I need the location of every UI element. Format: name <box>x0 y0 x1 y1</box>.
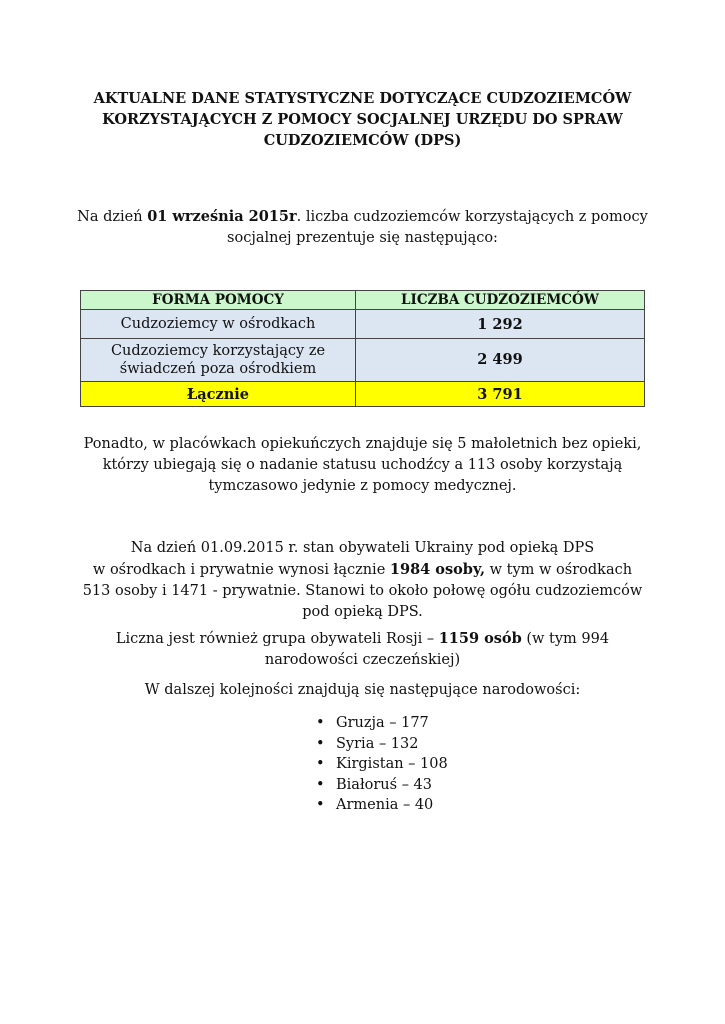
table-total-row <box>81 382 645 407</box>
bullet-icon: • <box>316 756 325 772</box>
table-row <box>81 339 645 382</box>
bullet-icon: • <box>316 715 325 731</box>
total-label: Łącznie <box>81 382 356 407</box>
intro-paragraph <box>60 206 665 249</box>
list-item <box>312 775 448 796</box>
title-line-3: CUDZOZIEMCÓW (DPS) <box>263 132 462 149</box>
paragraph-minors <box>60 434 665 497</box>
nationality-label: Armenia – 40 <box>336 797 434 813</box>
paragraph3-suffix: (w tym 994 <box>521 631 610 647</box>
paragraph2-line-2-suffix: w tym w ośrodkach <box>485 562 633 578</box>
paragraph3-prefix: Liczna jest również grupa obywateli Rosji – <box>115 631 439 647</box>
paragraph3-count: 1159 osób <box>438 630 522 647</box>
intro-suffix: . liczba cudzoziemców korzystających z pomocy <box>296 209 648 225</box>
paragraph-further: W dalszej kolejności znajdują się następujące narodowości: <box>144 682 581 698</box>
paragraph-russia <box>60 628 665 671</box>
paragraph1-line-3: tymczasowo jedynie z pomocy medycznej. <box>208 478 517 494</box>
row-label <box>81 339 356 382</box>
nationality-label: Kirgistan – 108 <box>336 756 448 772</box>
paragraph2-line-3: 513 osoby i 1471 - prywatnie. Stanowi to około połowę ogółu cudzoziemców <box>82 583 643 599</box>
nationality-label: Gruzja – 177 <box>336 715 429 731</box>
paragraph1-line-2: którzy ubiegają się o nadanie statusu uchodźcy a 113 osoby korzystają <box>102 457 623 473</box>
header-liczba-cudzoziemcow: LICZBA CUDZOZIEMCÓW <box>356 291 645 310</box>
row-value: 2 499 <box>356 339 645 382</box>
paragraph1-line-1: Ponadto, w placówkach opiekuńczych znajduje się 5 małoletnich bez opieki, <box>83 436 642 452</box>
list-item <box>312 713 448 734</box>
page-title <box>60 88 665 151</box>
row-label-line-1: Cudzoziemcy korzystający ze <box>110 343 326 359</box>
intro-line-2: socjalnej prezentuje się następująco: <box>227 230 498 246</box>
total-value: 3 791 <box>356 382 645 407</box>
paragraph3-line-2: narodowości czeczeńskiej) <box>264 652 461 668</box>
bullet-icon: • <box>316 735 325 752</box>
list-item <box>312 795 448 816</box>
paragraph2-line-4: pod opieką DPS. <box>302 604 423 620</box>
paragraph2-line-1: Na dzień 01.09.2015 r. stan obywateli Ukrainy pod opieką DPS <box>130 540 595 556</box>
bullet-icon: • <box>316 797 325 813</box>
nationality-label: Syria – 132 <box>336 735 419 752</box>
paragraph-ukraine <box>60 538 665 623</box>
list-item <box>312 734 448 755</box>
list-item <box>312 754 448 775</box>
paragraph2-count: 1984 osoby, <box>389 561 486 578</box>
statistics-table <box>80 290 645 407</box>
table-row <box>81 310 645 339</box>
row-label-line-2: świadczeń poza ośrodkiem <box>119 361 317 377</box>
row-label: Cudzoziemcy w ośrodkach <box>81 310 356 339</box>
intro-prefix: Na dzień <box>77 209 148 225</box>
row-value: 1 292 <box>356 310 645 339</box>
paragraph2-line-2-prefix: w ośrodkach i prywatnie wynosi łącznie <box>92 562 390 578</box>
title-line-2: KORZYSTAJĄCYCH Z POMOCY SOCJALNEJ URZĘDU DO SPRAW <box>102 111 623 128</box>
bullet-icon: • <box>316 776 325 793</box>
nationalities-list <box>312 713 448 816</box>
nationality-label: Białoruś – 43 <box>336 776 432 793</box>
header-forma-pomocy: FORMA POMOCY <box>81 291 356 310</box>
intro-date: 01 września 2015r <box>147 208 297 225</box>
table-header-row <box>81 291 645 310</box>
title-line-1: AKTUALNE DANE STATYSTYCZNE DOTYCZĄCE CUDZOZIEMCÓW <box>93 90 632 107</box>
